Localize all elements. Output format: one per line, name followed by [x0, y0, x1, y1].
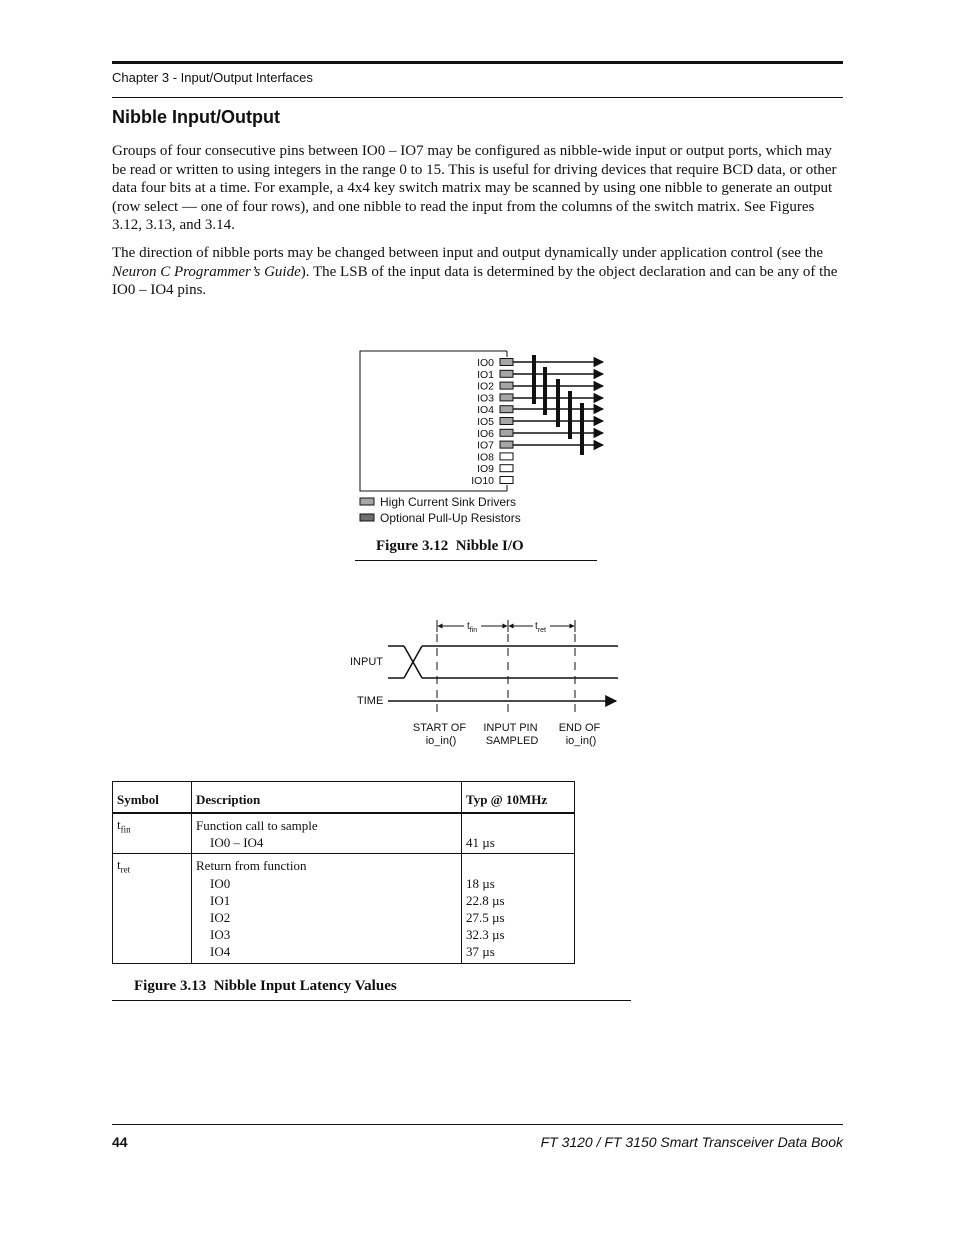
pin-label: IO3	[477, 392, 494, 405]
pin-driver-square	[500, 441, 513, 448]
latency-table	[112, 781, 575, 964]
section-title: Nibble Input/Output	[112, 107, 280, 127]
pin-driver-square	[500, 429, 513, 436]
figure-3-13-rule	[112, 1000, 631, 1001]
pin-label: IO0	[477, 357, 494, 369]
pin-driver-square	[500, 359, 513, 366]
legend-pull-up: Optional Pull-Up Resistors	[380, 511, 521, 525]
header-divider	[112, 97, 843, 98]
header-rule	[112, 61, 843, 64]
footer-rule	[112, 1124, 843, 1125]
table-row	[113, 813, 575, 854]
pins-group	[471, 357, 513, 487]
nibble-io-diagram	[350, 345, 620, 530]
chapter-header: Chapter 3 - Input/Output Interfaces	[112, 70, 313, 85]
pin-driver-square	[500, 370, 513, 377]
marker-start-label: START OF io_in()	[412, 722, 467, 747]
paragraph-1: Groups of four consecutive pins between IO0 – IO7 may be configured as nibble-wide input or output ports, which may be read or written to using integers in the range 0 to 15. This is useful for driving devices that require BCD data, or other data four bits at a time. For example, a 4x4 key switch matrix may be scanned by using one nibble to generate an output (row select — one of four rows), and one nibble to read the input from the columns of the switch matrix. See Figures 3.12, 3.13, and 3.14.	[112, 143, 837, 233]
pin-label: IO4	[477, 404, 494, 417]
pin-square	[500, 477, 513, 484]
book-title: FT 3120 / FT 3150 Smart Transceiver Data Book	[540, 1134, 843, 1150]
paragraph-2-text-a: The direction of nibble ports may be changed between input and output dynamically under application control (see the	[112, 245, 824, 261]
header-typ: Typ @ 10MHz	[462, 782, 575, 814]
figure-3-12-rule	[355, 560, 597, 561]
t-ret-label: $t_{ret}$	[535, 621, 546, 634]
marker-sampled-label: INPUT PIN SAMPLED	[483, 722, 539, 747]
input-signal-label: INPUT	[350, 656, 383, 668]
paragraph-2-text-b: ). The LSB of the input data is determined by the object declaration and can be any of the IO0 – IO4 pins.	[112, 263, 838, 298]
figure-3-12-caption: Figure 3.12 Nibble I/O	[376, 538, 524, 554]
table-row	[113, 854, 575, 963]
legend-swatch-pull-up	[360, 514, 374, 521]
nibble-bars	[532, 355, 584, 455]
symbol-cell: $t_{fin}$	[113, 813, 192, 854]
pin-label: IO6	[477, 427, 494, 440]
pin-driver-square	[500, 394, 513, 401]
pin-label: IO7	[477, 439, 494, 452]
timing-diagram	[340, 612, 630, 752]
header-symbol: Symbol	[113, 782, 192, 814]
table-header-row	[113, 782, 575, 814]
pin-driver-square	[500, 418, 513, 425]
description-cell: Function call to sample IO0 – IO4	[192, 813, 462, 854]
figure-3-13-caption: Figure 3.13 Nibble Input Latency Values	[134, 978, 397, 994]
pin-label: IO5	[477, 416, 494, 428]
time-axis-label: TIME	[357, 695, 384, 707]
description-cell: Return from function IO0 IO1 IO2 IO3 IO4	[192, 854, 462, 963]
pin-label: IO10	[471, 475, 494, 487]
value-cell: 41 µs	[462, 813, 575, 854]
t-fin-label: $t_{fin}$	[467, 621, 478, 634]
pin-label: IO9	[477, 463, 494, 476]
pin-driver-square	[500, 382, 513, 389]
legend-swatch-high-current	[360, 498, 374, 505]
pin-label: IO1	[477, 368, 494, 381]
pin-label: IO2	[477, 380, 494, 393]
paragraph-2	[112, 244, 844, 300]
value-cell: 18 µs 22.8 µs 27.5 µs 32.3 µs 37 µs	[462, 854, 575, 963]
legend-high-current: High Current Sink Drivers	[380, 495, 517, 509]
marker-end-label: END OF io_in()	[558, 722, 601, 747]
pin-square	[500, 465, 513, 472]
page-number: 44	[112, 1134, 128, 1150]
header-description: Description	[192, 782, 462, 814]
pin-driver-square	[500, 406, 513, 413]
pin-square	[500, 453, 513, 460]
guide-title: Neuron C Programmer’s Guide	[112, 263, 301, 280]
pin-label: IO8	[477, 451, 494, 464]
symbol-cell: $t_{ret}$	[113, 854, 192, 963]
